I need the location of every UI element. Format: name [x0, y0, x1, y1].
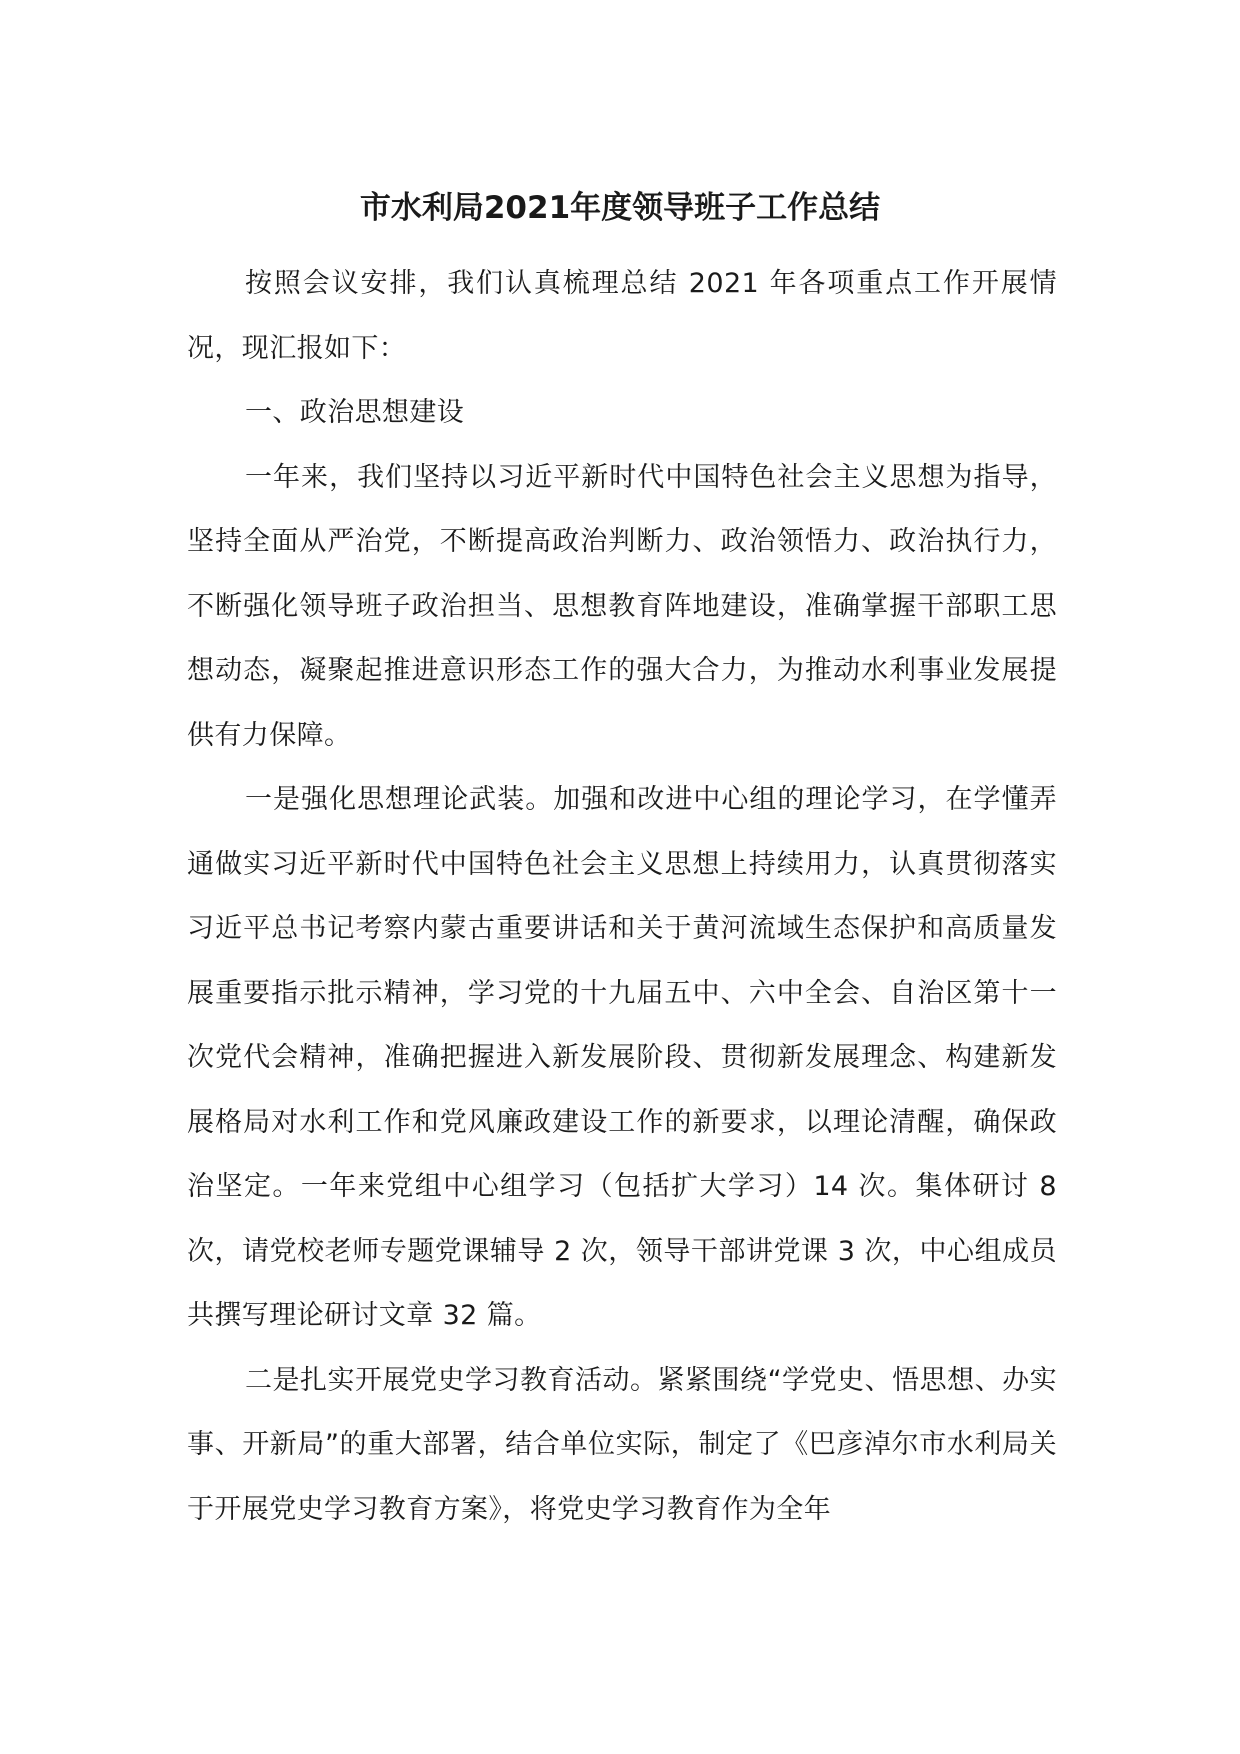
document-title: 市水利局2021年度领导班子工作总结: [359, 190, 881, 226]
paragraph-intro: 按照会议安排，我们认真梳理总结 2021 年各项重点工作开展情况，现汇报如下：: [187, 268, 1057, 364]
document-body: [187, 252, 1057, 1542]
paragraph-theory-study: 一是强化思想理论武装。加强和改进中心组的理论学习，在学懂弄通做实习近平新时代中国特色社会主义思想上持续用力，认真贯彻落实习近平总书记考察内蒙古重要讲话和关于黄河流域生态保护和高质量发展重要指示批示精神，学习党的十九届五中、六中全会、自治区第十一次党代会精神，准确把握进入新发展阶段、贯彻新发展理念、构建新发展格局对水利工作和党风廉政建设工作的新要求，以理论清醒，确保政治坚定。一年来党组中心组学习（包括扩大学习）14 次。集体研讨 8 次，请党校老师专题党课辅导 2 次，领导干部讲党课 3 次，中心组成员共撰写理论研讨文章 32 篇。: [187, 784, 1057, 1331]
paragraph-overview: 一年来，我们坚持以习近平新时代中国特色社会主义思想为指导，坚持全面从严治党，不断提高政治判断力、政治领悟力、政治执行力，不断强化领导班子政治担当、思想教育阵地建设，准确掌握干部职工思想动态，凝聚起推进意识形态工作的强大合力，为推动水利事业发展提供有力保障。: [187, 461, 1057, 751]
paragraph-party-history: 二是扎实开展党史学习教育活动。紧紧围绕“学党史、悟思想、办实事、开新局”的重大部署，结合单位实际，制定了《巴彦淖尔市水利局关于开展党史学习教育方案》，将党史学习教育作为全年: [187, 1364, 1057, 1525]
section-heading-political: 一、政治思想建设: [245, 397, 465, 428]
